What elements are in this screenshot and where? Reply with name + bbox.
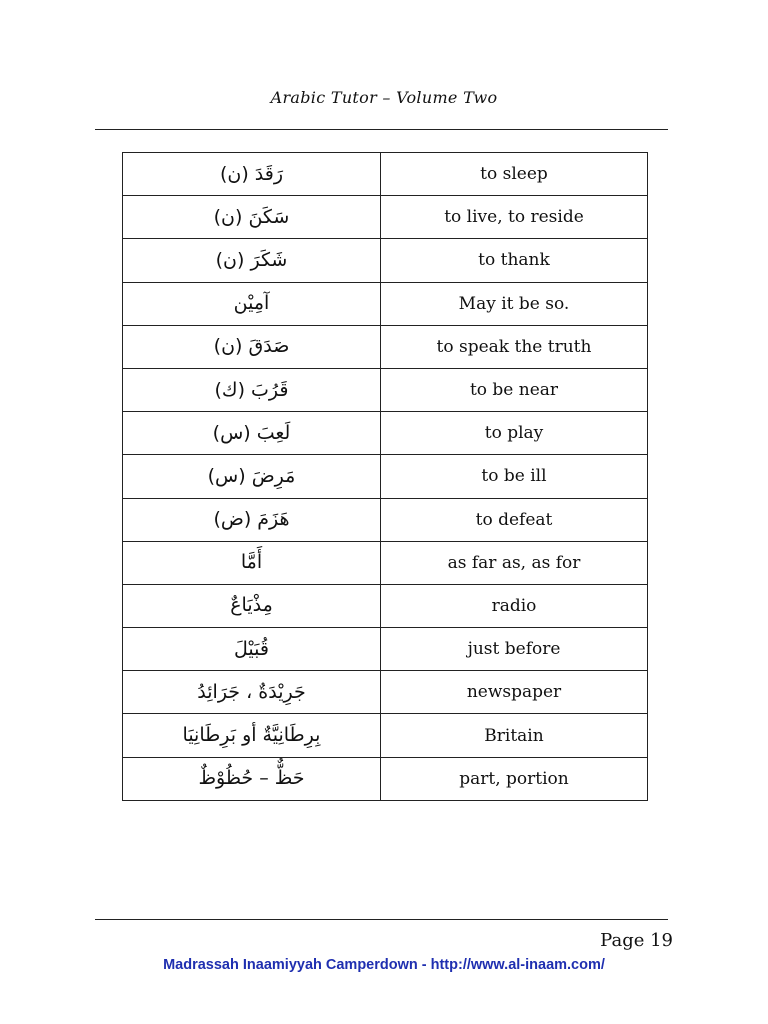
arabic-word-cell: هَزَمَ (ض)	[123, 498, 381, 541]
footer-divider	[95, 919, 668, 920]
english-meaning-cell: radio	[381, 584, 648, 627]
english-meaning-cell: to speak the truth	[381, 325, 648, 368]
arabic-word-cell: أَمَّا	[123, 541, 381, 584]
english-meaning-cell: newspaper	[381, 671, 648, 714]
english-meaning-cell: May it be so.	[381, 282, 648, 325]
english-meaning-cell: part, portion	[381, 757, 648, 800]
english-meaning-cell: just before	[381, 628, 648, 671]
vocabulary-row	[123, 584, 648, 627]
english-meaning-cell: to be near	[381, 368, 648, 411]
arabic-word-cell: لَعِبَ (س)	[123, 412, 381, 455]
arabic-word-cell: قَرُبَ (ك)	[123, 368, 381, 411]
english-meaning-cell: to defeat	[381, 498, 648, 541]
english-meaning-cell: to be ill	[381, 455, 648, 498]
arabic-word-cell: حَظٌّ – حُظُوْظٌ	[123, 757, 381, 800]
arabic-word-cell: شَكَرَ (ن)	[123, 239, 381, 282]
english-meaning-cell: to thank	[381, 239, 648, 282]
arabic-word-cell: بِرِطَانِيَّةٌ أو بَرِطَانِيَا	[123, 714, 381, 757]
vocabulary-row	[123, 153, 648, 196]
vocabulary-row	[123, 628, 648, 671]
vocabulary-table-body	[123, 153, 648, 801]
vocabulary-row	[123, 714, 648, 757]
footer-website-link[interactable]: Madrassah Inaamiyyah Camperdown - http://www.al-inaam.com/	[163, 957, 605, 973]
arabic-word-cell: قُبَيْلَ	[123, 628, 381, 671]
header-divider	[95, 129, 668, 130]
vocabulary-row	[123, 671, 648, 714]
vocabulary-row	[123, 239, 648, 282]
vocabulary-row	[123, 412, 648, 455]
arabic-word-cell: مَرِضَ (س)	[123, 455, 381, 498]
vocabulary-row	[123, 541, 648, 584]
english-meaning-cell: to play	[381, 412, 648, 455]
arabic-word-cell: مِذْيَاعٌ	[123, 584, 381, 627]
vocabulary-row	[123, 455, 648, 498]
arabic-word-cell: آمِيْن	[123, 282, 381, 325]
page-header-title: Arabic Tutor – Volume Two	[270, 88, 498, 107]
page-number: Page 19	[600, 930, 673, 951]
english-meaning-cell: Britain	[381, 714, 648, 757]
vocabulary-row	[123, 282, 648, 325]
arabic-word-cell: جَرِيْدَةٌ ، جَرَائِدُ	[123, 671, 381, 714]
arabic-word-cell: سَكَنَ (ن)	[123, 196, 381, 239]
arabic-word-cell: رَقَدَ (ن)	[123, 153, 381, 196]
vocabulary-table	[122, 152, 648, 801]
vocabulary-row	[123, 196, 648, 239]
vocabulary-row	[123, 498, 648, 541]
vocabulary-row	[123, 368, 648, 411]
arabic-word-cell: صَدَقَ (ن)	[123, 325, 381, 368]
vocabulary-row	[123, 757, 648, 800]
english-meaning-cell: to sleep	[381, 153, 648, 196]
vocabulary-row	[123, 325, 648, 368]
english-meaning-cell: to live, to reside	[381, 196, 648, 239]
english-meaning-cell: as far as, as for	[381, 541, 648, 584]
